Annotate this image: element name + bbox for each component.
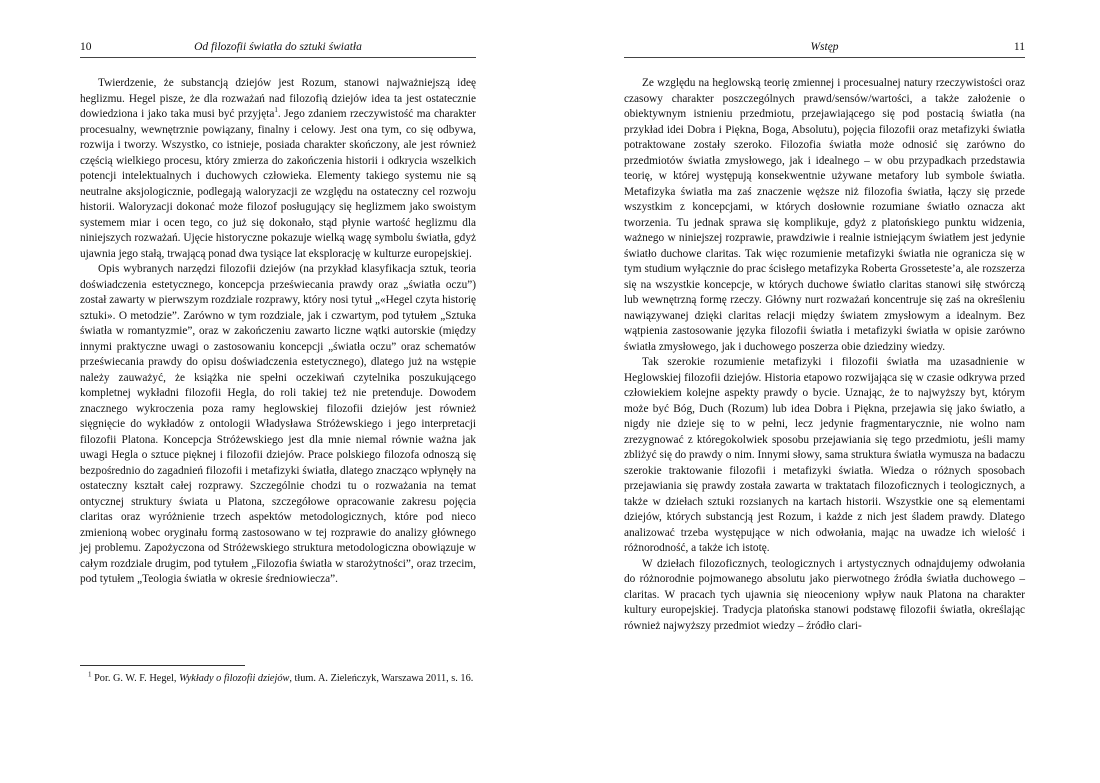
left-paragraph-1: Twierdzenie, że substancją dziejów jest Rozum, stanowi najważniejszą ideę heglizmu. Hegel pisze, że dla rozważań nad filozofią dziejów idea ta jest ostatecznie dowiedziona i jako taka musi być przyjęta$^1$. Jego zdaniem rzeczywistość ma charakter procesualny, wewnętrznie powiązany, finalny i celowy. Jest ona tym, co się odbywa, rozwija i tworzy. Wszystko, co istnieje, posiada charakter skończony, ale jest również częścią wielkiego procesu, który zmierza do zakończenia historii i odkrycia wszelkich potencji intelektualnych i duchowych człowieka. Elementy takiego systemu nie są neutralne aksjologicznie, podlegają waloryzacji ze względu na ostateczny cel rozwoju historii. Waloryzacji dokonać może filozof posługujący się heglizmem jako swoistym systemem miar i ocen tego, co już się dokonało, stąd płynie wartość heglizmu dla niniejszych rozważań. Ujęcie historyczne pokazuje wielką wagę symbolu światła, gdyż ujawnia jego stałą, trwającą ponad dwa tysiące lat eksplorację w kulturze europejskiej. bbox=[80, 77, 476, 260]
left-paragraph-2: Opis wybranych narzędzi filozofii dziejów (na przykład klasyfikacja sztuk, teoria doświadczenia estetycznego, koncepcja przeświecania prawdy oraz „światła oczu”) został zawarty w pierwszym rozdziale rozprawy, który nosi tytuł „«Hegel czyta historię sztuki». O metodzie”. Zarówno w tym rozdziale, jak i czwartym, pod tytułem „Sztuka światła w romantyzmie”, oraz w zakończeniu zawarto liczne wątki autorskie (między innymi praktyczne uwagi o zastosowaniu koncepcji „światła oczu” oraz schematów przeświecania prawdy do opisu doświadczenia estetycznego), dlatego już na wstępie należy zauważyć, że książka nie spełni oczekiwań czytelnika poszukującego kompletnej wykładni filozofii Hegla, do roli takiej też nie pretenduje. Dowodem znacznego wykroczenia poza ramy heglowskiej filozofii dziejów jest również sięgnięcie do wykładów z ontologii Władysława Stróżewskiego i jego interpretacji filozofii Platona. Koncepcja Stróżewskiego jest dla mnie niemal równie ważna jak uwagi Hegla o sztuce pięknej i filozofii dziejów. Prace polskiego filozofa odnoszą się bezpośrednio do zagadnień filozofii i metafizyki światła, dlatego znacząco wpłynęły na ostateczny kształt całej rozprawy. Szczególnie chodzi tu o rozważania na temat ontycznej struktury świata u Platona, szczegółowe opracowanie zakresu pojęcia claritas oraz wyróżnienie trzech aspektów metodologicznych, które pod nieco zmienioną wobec oryginału formą zastosowano w tej rozprawie do analizy głównego jej problemu. Zapożyczona od Stróżewskiego struktura metodologiczna obowiązuje w całym rozdziale drugim, pod tytułem „Filozofia światła w starożytności”, oraz trzecim, pod tytułem „Teologia światła w okresie średniowiecza”. bbox=[80, 263, 476, 585]
left-page-number: 10 bbox=[80, 41, 92, 53]
left-body-text bbox=[80, 76, 476, 588]
footnote: $^1$ Por. G. W. F. Hegel, Wykłady o filozofii dziejów, tłum. A. Zieleńczyk, Warszawa 2011, s. 16. bbox=[88, 670, 474, 684]
right-page-number: 11 bbox=[1013, 41, 1025, 53]
right-running-title: Wstęp bbox=[810, 41, 839, 53]
footnote-rule bbox=[80, 665, 245, 666]
footnote-marker: 1 bbox=[88, 670, 92, 679]
right-body-text bbox=[624, 76, 1025, 634]
left-page bbox=[80, 0, 476, 783]
right-paragraph-3: W dziełach filozoficznych, teologicznych i artystycznych odnajdujemy odwołania do różnorodnie pojmowanego absolutu jako pierwotnego źródła światła duchowego – claritas. W pracach tych ujawnia się nieoceniony wpływ nauk Platona na charakter kultury europejskiej. Tradycja platońska stanowi podstawę filozofii światła, określając również najwyższy przedmiot wiedzy – źródło clari- bbox=[624, 557, 1025, 632]
right-paragraph-1: Ze względu na heglowską teorię zmiennej i procesualnej natury rzeczywistości oraz czasowy charakter poszczególnych prawd/sensów/wartości, a także założenie o obiektywnym istnieniu przedmiotu, przejawiającego się pod postacią światła (na przykład idei Dobra i Piękna, Boga, Absolutu), pojęcia filozofii oraz metafizyki światła potraktowane zostały szeroko. Filozofia światła może odnosić się zarówno do przedmiotów światła zmysłowego, jak i idealnego – w obu przypadkach przedstawia teorię, w której występują konsekwentnie używane metafory lub symbole światła. Metafizyka światła ma zaś znaczenie węższe niż filozofia światła, łączy się przede wszystkim z koncepcjami, w których dosłownie rozumiane światło oznacza akt tworzenia. Tu jednak sprawa się komplikuje, gdyż z platońskiego punktu widzenia, ważnego w niniejszej rozprawie, prawdziwie i realnie istniejącym światłem jest jedynie światło duchowe claritas. Tak więc rozumienie metafizyki światła nie ogranicza się w tym studium wyłącznie do prac ścisłego metafizyka Roberta Grosseteste’a, ale rozszerza się na wszystkie koncepcje, w których duchowe światło claritas stanowi siłę stwórczą lub wewnętrzną formę rzeczy. Główny nurt rozważań koncentruje się zaś na określeniu nawiązywanej dzięki claritas relacji między światem zmysłowym a idealnym. Bez wątpienia zastosowanie języka filozofii światła i metafizyki światła w opisie zarówno światła zmysłowego, jak i duchowego poszerza obie dziedziny wiedzy. bbox=[624, 77, 1025, 353]
left-header-rule bbox=[80, 57, 476, 58]
right-paragraph-2: Tak szerokie rozumienie metafizyki i filozofii światła ma uzasadnienie w Heglowskiej filozofii dziejów. Historia etapowo rozwijająca się w czasie odkrywa przed człowiekiem kolejne aspekty prawdy o bycie. Uznając, że to najwyższy byt, którym może być Bóg, Duch (Rozum) lub idea Dobra i Piękna, przejawia się jako światło, a nigdy nie dzieje się to w pełni, lecz jedynie fragmentarycznie, nie wolno nam zrezygnować z któregokolwiek sposobu przejawiania się tego przedmiotu, jeśli mamy zbliżyć się do prawdy o nim. Innymi słowy, sama struktura światła wymusza na badaczu szerokie traktowanie filozofii i metafizyki światła. Wiedza o różnych sposobach przejawiania się prawdy została zawarta w traktatach filozoficznych i teologicznych, a także w dziełach sztuki rozsianych na kartach historii. Wszystkie one są elementami dziejów, których substancją jest Rozum, i każde z nich jest śladem prawdy. Dlatego analizować trzeba występujące w nich odwołania, mając na uwadze ich wielość i różnorodność, a także ich istotę. bbox=[624, 356, 1025, 554]
left-running-title: Od filozofii światła do sztuki światła bbox=[194, 41, 362, 53]
right-page bbox=[624, 0, 1025, 783]
footnote-book-title: Wykłady o filozofii dziejów bbox=[179, 673, 290, 684]
footnote-reference[interactable]: 1 bbox=[274, 106, 278, 115]
right-header-rule bbox=[624, 57, 1025, 58]
